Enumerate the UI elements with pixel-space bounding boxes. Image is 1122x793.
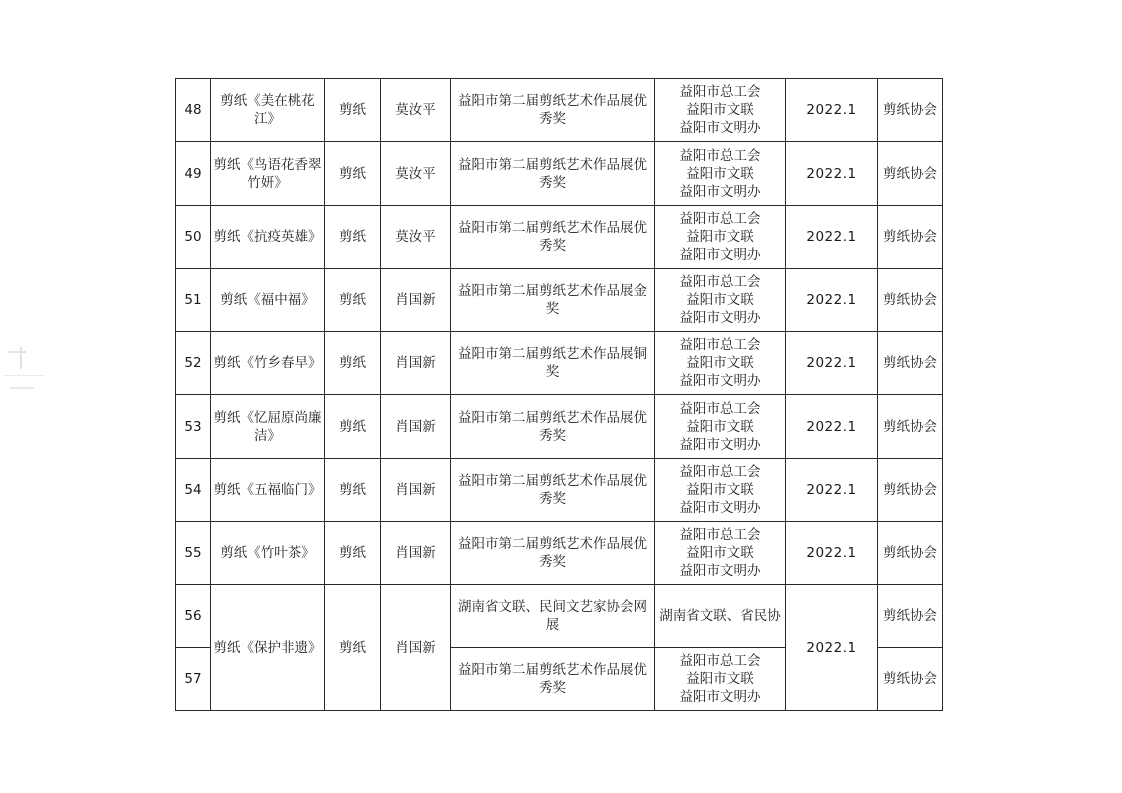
awarding-org: 益阳市总工会 益阳市文联 益阳市文明办 — [655, 459, 786, 522]
author-name: 肖国新 — [381, 332, 451, 395]
author-name: 莫汝平 — [381, 142, 451, 206]
table-row — [176, 142, 943, 206]
work-title: 剪纸《抗疫英雄》 — [211, 206, 325, 269]
award-name: 湖南省文联、民间文艺家协会网展 — [451, 585, 655, 648]
submitting-unit: 剪纸协会 — [878, 585, 943, 648]
submitting-unit: 剪纸协会 — [878, 459, 943, 522]
table-row — [176, 332, 943, 395]
row-number: 53 — [176, 395, 211, 459]
submitting-unit: 剪纸协会 — [878, 269, 943, 332]
submitting-unit: 剪纸协会 — [878, 522, 943, 585]
awards-table — [175, 78, 943, 711]
row-number: 55 — [176, 522, 211, 585]
author-name: 肖国新 — [381, 269, 451, 332]
award-date: 2022.1 — [786, 395, 878, 459]
awarding-org: 湖南省文联、省民协 — [655, 585, 786, 648]
work-category: 剪纸 — [325, 395, 381, 459]
author-name: 莫汝平 — [381, 206, 451, 269]
work-title: 剪纸《保护非遗》 — [211, 585, 325, 711]
award-name: 益阳市第二届剪纸艺术作品展金奖 — [451, 269, 655, 332]
work-category: 剪纸 — [325, 206, 381, 269]
table-row — [176, 79, 943, 142]
award-name: 益阳市第二届剪纸艺术作品展优秀奖 — [451, 648, 655, 711]
awarding-org: 益阳市总工会 益阳市文联 益阳市文明办 — [655, 332, 786, 395]
work-title: 剪纸《美在桃花江》 — [211, 79, 325, 142]
work-category: 剪纸 — [325, 585, 381, 711]
row-number: 49 — [176, 142, 211, 206]
awarding-org: 益阳市总工会 益阳市文联 益阳市文明办 — [655, 395, 786, 459]
award-name: 益阳市第二届剪纸艺术作品展优秀奖 — [451, 79, 655, 142]
author-name: 莫汝平 — [381, 79, 451, 142]
table-row — [176, 459, 943, 522]
work-category: 剪纸 — [325, 459, 381, 522]
award-name: 益阳市第二届剪纸艺术作品展优秀奖 — [451, 459, 655, 522]
awarding-org: 益阳市总工会 益阳市文联 益阳市文明办 — [655, 269, 786, 332]
row-number: 51 — [176, 269, 211, 332]
award-date: 2022.1 — [786, 79, 878, 142]
submitting-unit: 剪纸协会 — [878, 206, 943, 269]
row-number: 50 — [176, 206, 211, 269]
row-number: 52 — [176, 332, 211, 395]
author-name: 肖国新 — [381, 395, 451, 459]
table-row — [176, 269, 943, 332]
table-row — [176, 585, 943, 648]
row-number: 48 — [176, 79, 211, 142]
work-category: 剪纸 — [325, 142, 381, 206]
author-name: 肖国新 — [381, 459, 451, 522]
award-date: 2022.1 — [786, 459, 878, 522]
awarding-org: 益阳市总工会 益阳市文联 益阳市文明办 — [655, 142, 786, 206]
submitting-unit: 剪纸协会 — [878, 648, 943, 711]
work-title: 剪纸《五福临门》 — [211, 459, 325, 522]
work-category: 剪纸 — [325, 522, 381, 585]
award-name: 益阳市第二届剪纸艺术作品展优秀奖 — [451, 522, 655, 585]
awarding-org: 益阳市总工会 益阳市文联 益阳市文明办 — [655, 206, 786, 269]
awarding-org: 益阳市总工会 益阳市文联 益阳市文明办 — [655, 648, 786, 711]
submitting-unit: 剪纸协会 — [878, 79, 943, 142]
award-name: 益阳市第二届剪纸艺术作品展优秀奖 — [451, 206, 655, 269]
scan-bleed-mark — [0, 345, 60, 405]
awarding-org: 益阳市总工会 益阳市文联 益阳市文明办 — [655, 79, 786, 142]
work-title: 剪纸《竹乡春早》 — [211, 332, 325, 395]
award-date: 2022.1 — [786, 522, 878, 585]
work-title: 剪纸《福中福》 — [211, 269, 325, 332]
awarding-org: 益阳市总工会 益阳市文联 益阳市文明办 — [655, 522, 786, 585]
work-title: 剪纸《鸟语花香翠竹妍》 — [211, 142, 325, 206]
submitting-unit: 剪纸协会 — [878, 395, 943, 459]
award-name: 益阳市第二届剪纸艺术作品展优秀奖 — [451, 142, 655, 206]
table-row — [176, 206, 943, 269]
award-name: 益阳市第二届剪纸艺术作品展优秀奖 — [451, 395, 655, 459]
work-title: 剪纸《竹叶茶》 — [211, 522, 325, 585]
work-category: 剪纸 — [325, 79, 381, 142]
author-name: 肖国新 — [381, 522, 451, 585]
row-number: 54 — [176, 459, 211, 522]
award-date: 2022.1 — [786, 142, 878, 206]
award-date: 2022.1 — [786, 585, 878, 711]
work-category: 剪纸 — [325, 332, 381, 395]
award-date: 2022.1 — [786, 332, 878, 395]
award-name: 益阳市第二届剪纸艺术作品展铜奖 — [451, 332, 655, 395]
work-category: 剪纸 — [325, 269, 381, 332]
table-row — [176, 522, 943, 585]
award-date: 2022.1 — [786, 269, 878, 332]
award-date: 2022.1 — [786, 206, 878, 269]
table-row — [176, 395, 943, 459]
submitting-unit: 剪纸协会 — [878, 142, 943, 206]
work-title: 剪纸《忆屈原尚廉洁》 — [211, 395, 325, 459]
submitting-unit: 剪纸协会 — [878, 332, 943, 395]
author-name: 肖国新 — [381, 585, 451, 711]
row-number: 57 — [176, 648, 211, 711]
row-number: 56 — [176, 585, 211, 648]
